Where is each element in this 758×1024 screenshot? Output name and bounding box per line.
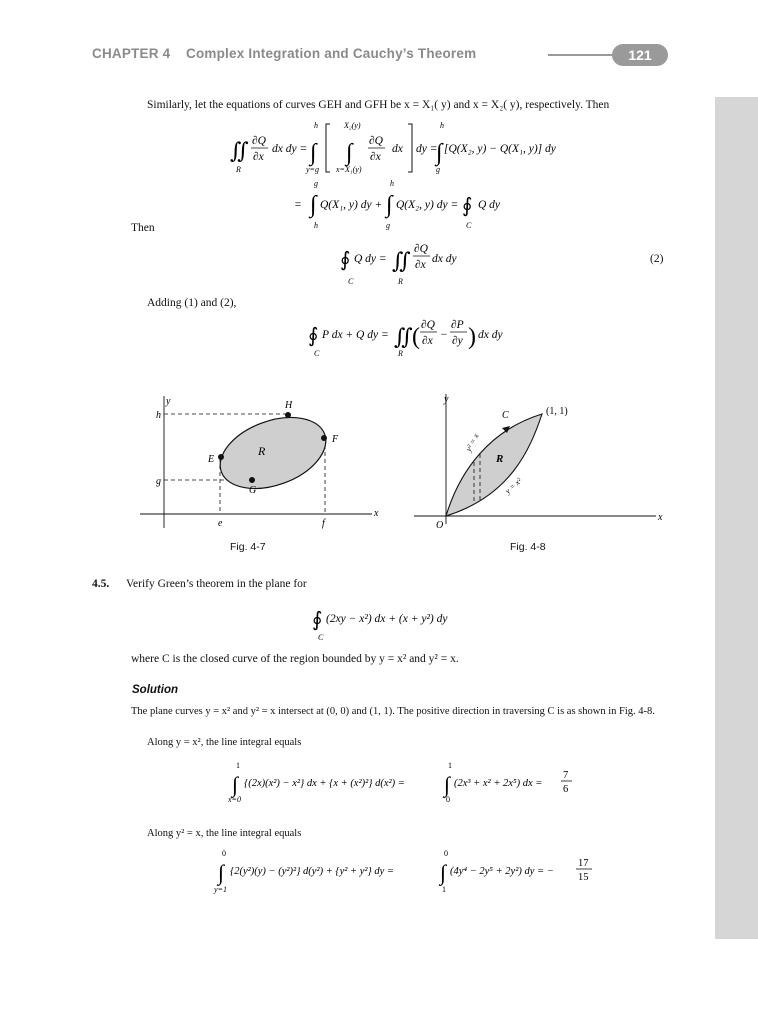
svg-text:0: 0 bbox=[444, 849, 448, 858]
svg-text:[Q(X₂, y) − Q(X₁, y)] dy: [Q(X₂, y) − Q(X₁, y)] dy bbox=[444, 143, 556, 155]
fig47-label-H: H bbox=[285, 400, 293, 411]
problem-where: where C is the closed curve of the region bounded by y = x² and y² = x. bbox=[131, 653, 459, 665]
svg-text:∮: ∮ bbox=[312, 609, 323, 631]
svg-text:dx dy: dx dy bbox=[432, 253, 457, 265]
solution-integral-1 bbox=[222, 758, 602, 806]
fig48-label-point: (1, 1) bbox=[546, 406, 568, 417]
fig48-label-x: x bbox=[658, 512, 663, 523]
figure-4-8 bbox=[410, 390, 680, 538]
svg-text:dx dy: dx dy bbox=[478, 329, 503, 341]
svg-text:P dx + Q dy =: P dx + Q dy = bbox=[322, 329, 389, 341]
svg-text:15: 15 bbox=[578, 872, 589, 883]
svg-text:{2(y²)(y) − (y²)²} d(y²) + {y²: {2(y²)(y) − (y²)²} d(y²) + {y² + y²} dy = bbox=[230, 866, 394, 877]
svg-text:h: h bbox=[440, 121, 444, 130]
fig47-label-y: y bbox=[166, 396, 171, 407]
svg-text:1: 1 bbox=[448, 761, 452, 770]
svg-text:∂Q: ∂Q bbox=[421, 319, 435, 331]
svg-text:Q dy: Q dy bbox=[478, 199, 501, 211]
solution-para1: The plane curves y = x² and y² = x intersect at (0, 0) and (1, 1). The positive direction in traversing C is as shown in Fig. 4-8. bbox=[131, 706, 655, 717]
svg-text:6: 6 bbox=[563, 784, 569, 795]
fig48-label-y: y bbox=[444, 394, 449, 405]
svg-text:∮: ∮ bbox=[462, 195, 473, 217]
svg-text:x=X₁(y): x=X₁(y) bbox=[336, 165, 362, 174]
solution-para3: Along y² = x, the line integral equals bbox=[147, 828, 302, 839]
svg-text:g: g bbox=[436, 165, 440, 174]
svg-text:∬: ∬ bbox=[394, 324, 413, 349]
chapter-title: Complex Integration and Cauchy’s Theorem bbox=[186, 46, 477, 61]
point-H bbox=[285, 412, 291, 418]
svg-text:∫: ∫ bbox=[436, 140, 443, 166]
fig47-label-R: R bbox=[258, 444, 266, 458]
equation-3 bbox=[308, 316, 508, 362]
svg-text:x=0: x=0 bbox=[228, 795, 241, 804]
fig47-label-E: E bbox=[208, 454, 215, 465]
svg-text:∬: ∬ bbox=[230, 138, 249, 163]
svg-text:y=1: y=1 bbox=[214, 885, 227, 894]
fig48-label-R: R bbox=[496, 453, 504, 465]
fig47-label-x: x bbox=[374, 508, 379, 519]
svg-text:h: h bbox=[314, 221, 318, 230]
svg-text:C: C bbox=[348, 277, 354, 286]
fig48-label-lower: y = x² bbox=[503, 476, 524, 496]
svg-text:=: = bbox=[294, 199, 302, 211]
page-edge-sidebar bbox=[715, 97, 758, 939]
svg-text:∂Q: ∂Q bbox=[252, 135, 266, 147]
svg-text:∂Q: ∂Q bbox=[369, 135, 383, 147]
problem-number: 4.5. bbox=[92, 578, 110, 590]
svg-text:(4y⁴ − 2y⁵ + 2y²) dy = −: (4y⁴ − 2y⁵ + 2y²) dy = − bbox=[450, 866, 554, 877]
fig47-label-e: e bbox=[218, 518, 223, 529]
svg-text:h: h bbox=[314, 121, 318, 130]
svg-text:dy =: dy = bbox=[416, 143, 438, 155]
problem-integral bbox=[312, 602, 512, 642]
svg-text:∂x: ∂x bbox=[415, 259, 426, 271]
svg-text:(: ( bbox=[412, 324, 420, 350]
svg-text:∫: ∫ bbox=[232, 772, 239, 797]
solution-heading: Solution bbox=[132, 684, 178, 696]
solution-para2: Along y = x², the line integral equals bbox=[147, 737, 302, 748]
svg-text:∂P: ∂P bbox=[451, 319, 464, 331]
svg-text:C: C bbox=[314, 349, 320, 358]
chapter-label: CHAPTER 4 bbox=[92, 46, 171, 61]
solution-integral-2 bbox=[208, 846, 608, 896]
point-F bbox=[321, 435, 327, 441]
region-ellipse bbox=[210, 404, 335, 502]
fig48-label-upper: y² = x bbox=[463, 432, 481, 453]
fig48-label-O: O bbox=[436, 520, 444, 531]
svg-text:∫: ∫ bbox=[218, 860, 225, 885]
problem-statement: Verify Green’s theorem in the plane for bbox=[126, 578, 307, 590]
svg-text:X₂(y): X₂(y) bbox=[344, 121, 361, 130]
svg-text:Q(X₁, y) dy +: Q(X₁, y) dy + bbox=[320, 199, 383, 211]
svg-text:h: h bbox=[390, 179, 394, 188]
svg-text:0: 0 bbox=[222, 849, 226, 858]
adding-label: Adding (1) and (2), bbox=[147, 297, 237, 309]
svg-text:(2xy − x²) dx + (x + y²) dy: (2xy − x²) dx + (x + y²) dy bbox=[326, 613, 448, 625]
svg-text:∂y: ∂y bbox=[452, 335, 463, 347]
svg-text:(2x³ + x² + 2x⁵) dx =: (2x³ + x² + 2x⁵) dx = bbox=[454, 778, 543, 789]
fig47-caption: Fig. 4-7 bbox=[230, 541, 266, 553]
svg-text:7: 7 bbox=[563, 770, 569, 781]
svg-text:∫: ∫ bbox=[440, 860, 447, 885]
svg-text:R: R bbox=[236, 165, 241, 174]
fig47-label-F: F bbox=[332, 434, 339, 445]
svg-text:y=g: y=g bbox=[306, 165, 319, 174]
svg-text:∫: ∫ bbox=[386, 192, 393, 218]
svg-text:Q dy =: Q dy = bbox=[354, 253, 387, 265]
fig47-label-G: G bbox=[249, 485, 257, 496]
equation-number: (2) bbox=[650, 253, 664, 265]
svg-text:∬: ∬ bbox=[392, 248, 411, 273]
svg-text:dx: dx bbox=[392, 143, 403, 155]
then-label: Then bbox=[131, 222, 155, 234]
svg-text:1: 1 bbox=[442, 885, 446, 894]
svg-text:17: 17 bbox=[578, 858, 589, 869]
svg-text:g: g bbox=[386, 221, 390, 230]
svg-text:R: R bbox=[398, 349, 403, 358]
svg-text:C: C bbox=[318, 633, 324, 642]
svg-text:∫: ∫ bbox=[310, 192, 317, 218]
figure-4-7 bbox=[140, 392, 390, 532]
fig47-label-f: f bbox=[322, 518, 325, 529]
svg-text:∂x: ∂x bbox=[422, 335, 433, 347]
svg-text:C: C bbox=[466, 221, 472, 230]
equation-2 bbox=[340, 238, 480, 288]
svg-text:0: 0 bbox=[446, 795, 450, 804]
svg-text:∮: ∮ bbox=[340, 249, 351, 271]
intro-paragraph: Similarly, let the equations of curves GEH and GFH be x = X₁( y) and x = X₂( y), respectively. Then bbox=[147, 99, 610, 111]
svg-text:R: R bbox=[398, 277, 403, 286]
equation-block-1 bbox=[230, 120, 610, 232]
region-between-curves bbox=[446, 414, 542, 516]
svg-text:∂x: ∂x bbox=[370, 151, 381, 163]
svg-text:∫: ∫ bbox=[346, 140, 353, 166]
svg-text:1: 1 bbox=[236, 761, 240, 770]
fig47-label-h: h bbox=[156, 410, 161, 421]
svg-text:∫: ∫ bbox=[444, 772, 451, 797]
point-E bbox=[218, 454, 224, 460]
fig48-label-C: C bbox=[502, 410, 509, 421]
svg-text:−: − bbox=[440, 329, 448, 341]
svg-text:g: g bbox=[314, 179, 318, 188]
svg-text:): ) bbox=[468, 324, 476, 350]
svg-text:∮: ∮ bbox=[308, 325, 319, 347]
svg-text:∂Q: ∂Q bbox=[414, 243, 428, 255]
svg-text:dx dy =: dx dy = bbox=[272, 143, 308, 155]
fig48-caption: Fig. 4-8 bbox=[510, 541, 546, 553]
point-G bbox=[249, 477, 255, 483]
svg-text:∫: ∫ bbox=[310, 140, 317, 166]
fig47-label-g: g bbox=[156, 476, 161, 487]
page-number: 121 bbox=[612, 44, 668, 66]
svg-text:{(2x)(x²) − x²} dx + {x + (x²): {(2x)(x²) − x²} dx + {x + (x²)²} d(x²) = bbox=[244, 778, 405, 789]
svg-text:Q(X₂, y) dy =: Q(X₂, y) dy = bbox=[396, 199, 459, 211]
svg-text:∂x: ∂x bbox=[253, 151, 264, 163]
